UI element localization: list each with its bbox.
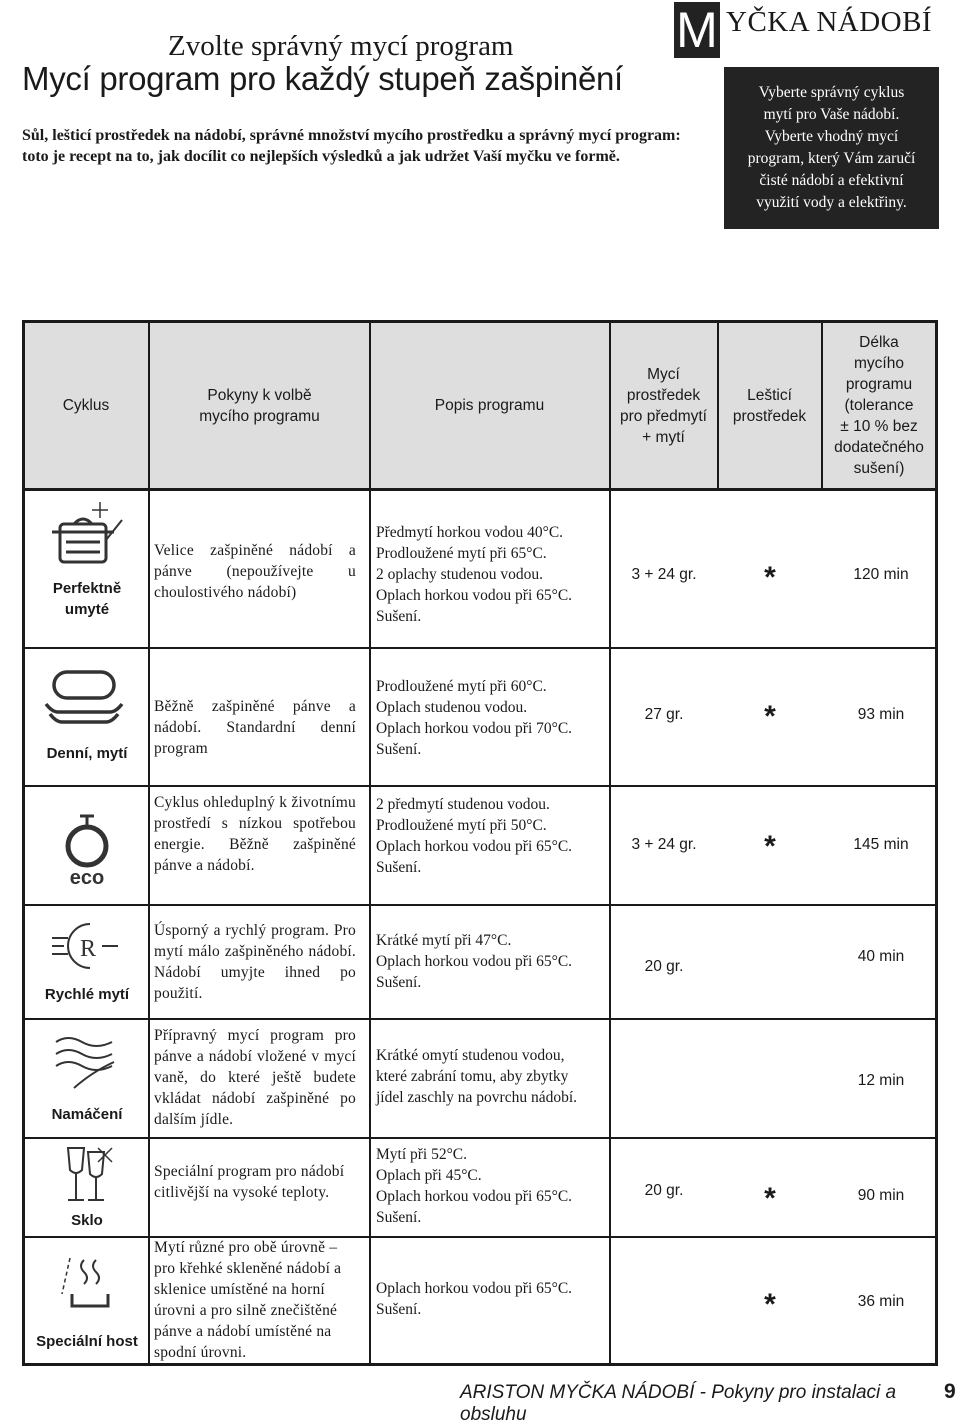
note-line: mytí pro Vaše nádobí. xyxy=(763,106,900,123)
detergent-amount: 20 gr. xyxy=(644,1182,684,1199)
header-duration-line: dodatečného xyxy=(834,439,924,456)
header-cycle xyxy=(25,323,147,488)
row-divider xyxy=(22,488,938,491)
description-line: Sušení. xyxy=(376,608,422,625)
cycle-description xyxy=(376,1144,608,1228)
rinse-aid-mark: * xyxy=(764,561,776,594)
header-rinse-line: prostředek xyxy=(732,407,807,425)
note-line: Vyberte správný cyklus xyxy=(758,84,905,101)
eco-icon xyxy=(62,812,112,890)
row-divider xyxy=(22,647,938,649)
note-line: Vyberte vhodný mycí xyxy=(764,128,899,145)
cycle-name-line: Sklo xyxy=(71,1212,103,1229)
cycle-description xyxy=(376,522,608,627)
cycle-name-line: Namáčení xyxy=(51,1106,123,1123)
description-line: Prodloužené mytí při 60°C. xyxy=(376,678,547,695)
program-duration: 36 min xyxy=(857,1293,905,1310)
program-duration: 40 min xyxy=(857,948,905,965)
soak-icon xyxy=(52,1032,118,1092)
description-line: Oplach horkou vodou při 70°C. xyxy=(376,720,573,737)
rapid-label: R xyxy=(79,936,97,962)
header-duration-line: mycího xyxy=(854,355,904,372)
description-line: Oplach studenou vodou. xyxy=(376,699,528,716)
program-duration: 12 min xyxy=(857,1072,905,1089)
intro-paragraph: Sůl, lešticí prostředek na nádobí, správné množství mycího prostředku a správný mycí program: toto je recept na to, jak docílit co nejlepších výsledků a jak udržet Vaší myčku ve formě. xyxy=(22,127,681,165)
program-duration: 90 min xyxy=(857,1187,905,1204)
header-instructions xyxy=(151,323,368,488)
cycle-name-line: Denní, mytí xyxy=(46,745,128,762)
detergent-amount: 27 gr. xyxy=(644,706,684,723)
header-duration-line: Délka xyxy=(859,334,899,351)
cycle-name xyxy=(24,1210,150,1231)
cycle-description xyxy=(376,930,608,993)
header-duration-line: programu xyxy=(845,376,913,393)
note-line: čisté nádobí a efektivní xyxy=(759,172,904,189)
cycle-description xyxy=(376,794,608,878)
brand-initial: M xyxy=(674,2,720,58)
header-duration xyxy=(823,323,935,488)
cycle-name-line: Speciální host xyxy=(36,1333,138,1350)
description-line: Oplach horkou vodou při 65°C. xyxy=(376,838,573,855)
rinse-aid-mark: * xyxy=(764,700,776,733)
header-agent-line: + mytí xyxy=(642,428,685,446)
header-agent-line: Mycí xyxy=(647,365,680,383)
cycle-instructions: Speciální program pro nádobí citlivější na vysoké teploty. xyxy=(154,1163,345,1201)
note-line: program, který Vám zaručí xyxy=(747,150,916,167)
cycle-name xyxy=(24,1331,150,1352)
description-line: Prodloužené mytí při 65°C. xyxy=(376,545,547,562)
header-agent-line: pro předmytí xyxy=(619,407,707,425)
special-host-icon xyxy=(58,1254,114,1314)
description-line: Oplach horkou vodou při 65°C. xyxy=(376,953,573,970)
cycle-instructions: Běžně zašpiněné pánve a nádobí. Standardní denní program xyxy=(154,698,356,757)
row-divider xyxy=(22,1018,938,1020)
description-line: Oplach horkou vodou při 65°C. xyxy=(376,1280,573,1297)
cycle-name xyxy=(24,1104,150,1125)
eco-label: eco xyxy=(69,867,105,889)
header-duration-line: ± 10 % bez xyxy=(840,418,918,435)
cycle-description xyxy=(376,1045,608,1108)
description-line: Krátké mytí při 47°C. xyxy=(376,932,512,949)
cycle-name xyxy=(24,743,150,764)
cycle-instructions: Velice zašpiněné nádobí a pánve (nepoužívejte u choulostivého nádobí) xyxy=(154,542,356,601)
header-description xyxy=(371,323,608,488)
cycle-name-line: Rychlé mytí xyxy=(44,986,130,1003)
header-duration-line: (tolerance xyxy=(844,397,914,414)
page-number: 9 xyxy=(944,1380,956,1403)
brand-title: YČKA NÁDOBÍ xyxy=(726,6,933,38)
program-duration: 145 min xyxy=(853,836,909,853)
header-rinse xyxy=(719,323,820,488)
description-line: Mytí při 52°C. xyxy=(376,1146,468,1163)
header-duration-line: sušení) xyxy=(853,460,905,477)
description-line: Předmytí horkou vodou 40°C. xyxy=(376,524,564,541)
description-line: Oplach horkou vodou při 65°C. xyxy=(376,1188,573,1205)
casserole-icon xyxy=(42,668,126,728)
cycle-instructions: Mytí různé pro obě úrovně – pro křehké skleněné nádobí a sklenice umístěné na horní úrovni a pro silně znečištěné pánve a nádobí umístěné na spodní úrovni. xyxy=(154,1239,342,1361)
cycle-instructions: Úsporný a rychlý program. Pro mytí málo zašpiněného nádobí. Nádobí umyjte ihned po použití. xyxy=(154,922,356,1002)
glass-icon xyxy=(62,1144,114,1206)
cycle-description xyxy=(376,676,608,760)
cycle-name xyxy=(24,578,150,620)
section-subtitle: Mycí program pro každý stupeň zašpinění xyxy=(22,60,623,97)
cycle-name-line: umyté xyxy=(64,601,110,618)
header-instructions-line: Pokyny k volbě xyxy=(207,386,312,404)
description-line: jídel zaschly na povrchu nádobí. xyxy=(376,1089,578,1106)
rapid-icon xyxy=(50,918,120,974)
detergent-amount: 3 + 24 gr. xyxy=(631,566,697,583)
detergent-amount: 20 gr. xyxy=(644,958,684,975)
rinse-aid-mark: * xyxy=(764,830,776,863)
rinse-aid-mark: * xyxy=(764,1288,776,1321)
description-line: Sušení. xyxy=(376,859,422,876)
program-duration: 93 min xyxy=(857,706,905,723)
header-agent-line: prostředek xyxy=(626,386,701,404)
detergent-amount: 3 + 24 gr. xyxy=(631,836,697,853)
description-line: Oplach horkou vodou při 65°C. xyxy=(376,587,573,604)
cycle-name-line: Perfektně xyxy=(52,580,122,597)
header-agent xyxy=(611,323,716,488)
description-line: Sušení. xyxy=(376,741,422,758)
description-line: Sušení. xyxy=(376,1301,422,1318)
description-line: Sušení. xyxy=(376,974,422,991)
header-cycle-label: Cyklus xyxy=(62,397,110,414)
row-divider xyxy=(22,904,938,906)
cycle-instructions: Cyklus ohleduplný k životnímu prostředí s nízkou spotřebou energie. Běžně zašpiněné pánve a nádobí. xyxy=(154,794,356,874)
description-line: které zabrání tomu, aby zbytky xyxy=(376,1068,569,1085)
header-instructions-line: mycího programu xyxy=(199,407,320,425)
rinse-aid-mark: * xyxy=(764,1182,776,1215)
header-description-label: Popis programu xyxy=(434,397,545,414)
cycle-description xyxy=(376,1278,608,1320)
row-divider xyxy=(22,785,938,787)
description-line: Oplach při 45°C. xyxy=(376,1167,482,1184)
note-line: využití vody a elektřiny. xyxy=(756,194,907,211)
section-title: Zvolte správný mycí program xyxy=(168,30,514,62)
description-line: Prodloužené mytí při 50°C. xyxy=(376,817,547,834)
description-line: 2 oplachy studenou vodou. xyxy=(376,566,544,583)
header-rinse-line: Lešticí xyxy=(747,386,792,404)
page-footer: ARISTON MYČKA NÁDOBÍ - Pokyny pro instalaci a obsluhu xyxy=(460,1382,897,1425)
pot-sparkle-icon xyxy=(48,500,128,572)
description-line: Sušení. xyxy=(376,1209,422,1226)
cycle-instructions: Přípravný mycí program pro pánve a nádobí vložené v mycí vaně, do které ještě budete vkládat nádobí zašpiněné po dalším jídle. xyxy=(154,1027,356,1128)
row-divider xyxy=(22,1137,938,1139)
note-box xyxy=(724,67,939,229)
description-line: 2 předmytí studenou vodou. xyxy=(376,796,550,813)
description-line: Krátké omytí studenou vodou, xyxy=(376,1047,565,1064)
program-duration: 120 min xyxy=(853,566,909,583)
cycle-name xyxy=(24,984,150,1005)
